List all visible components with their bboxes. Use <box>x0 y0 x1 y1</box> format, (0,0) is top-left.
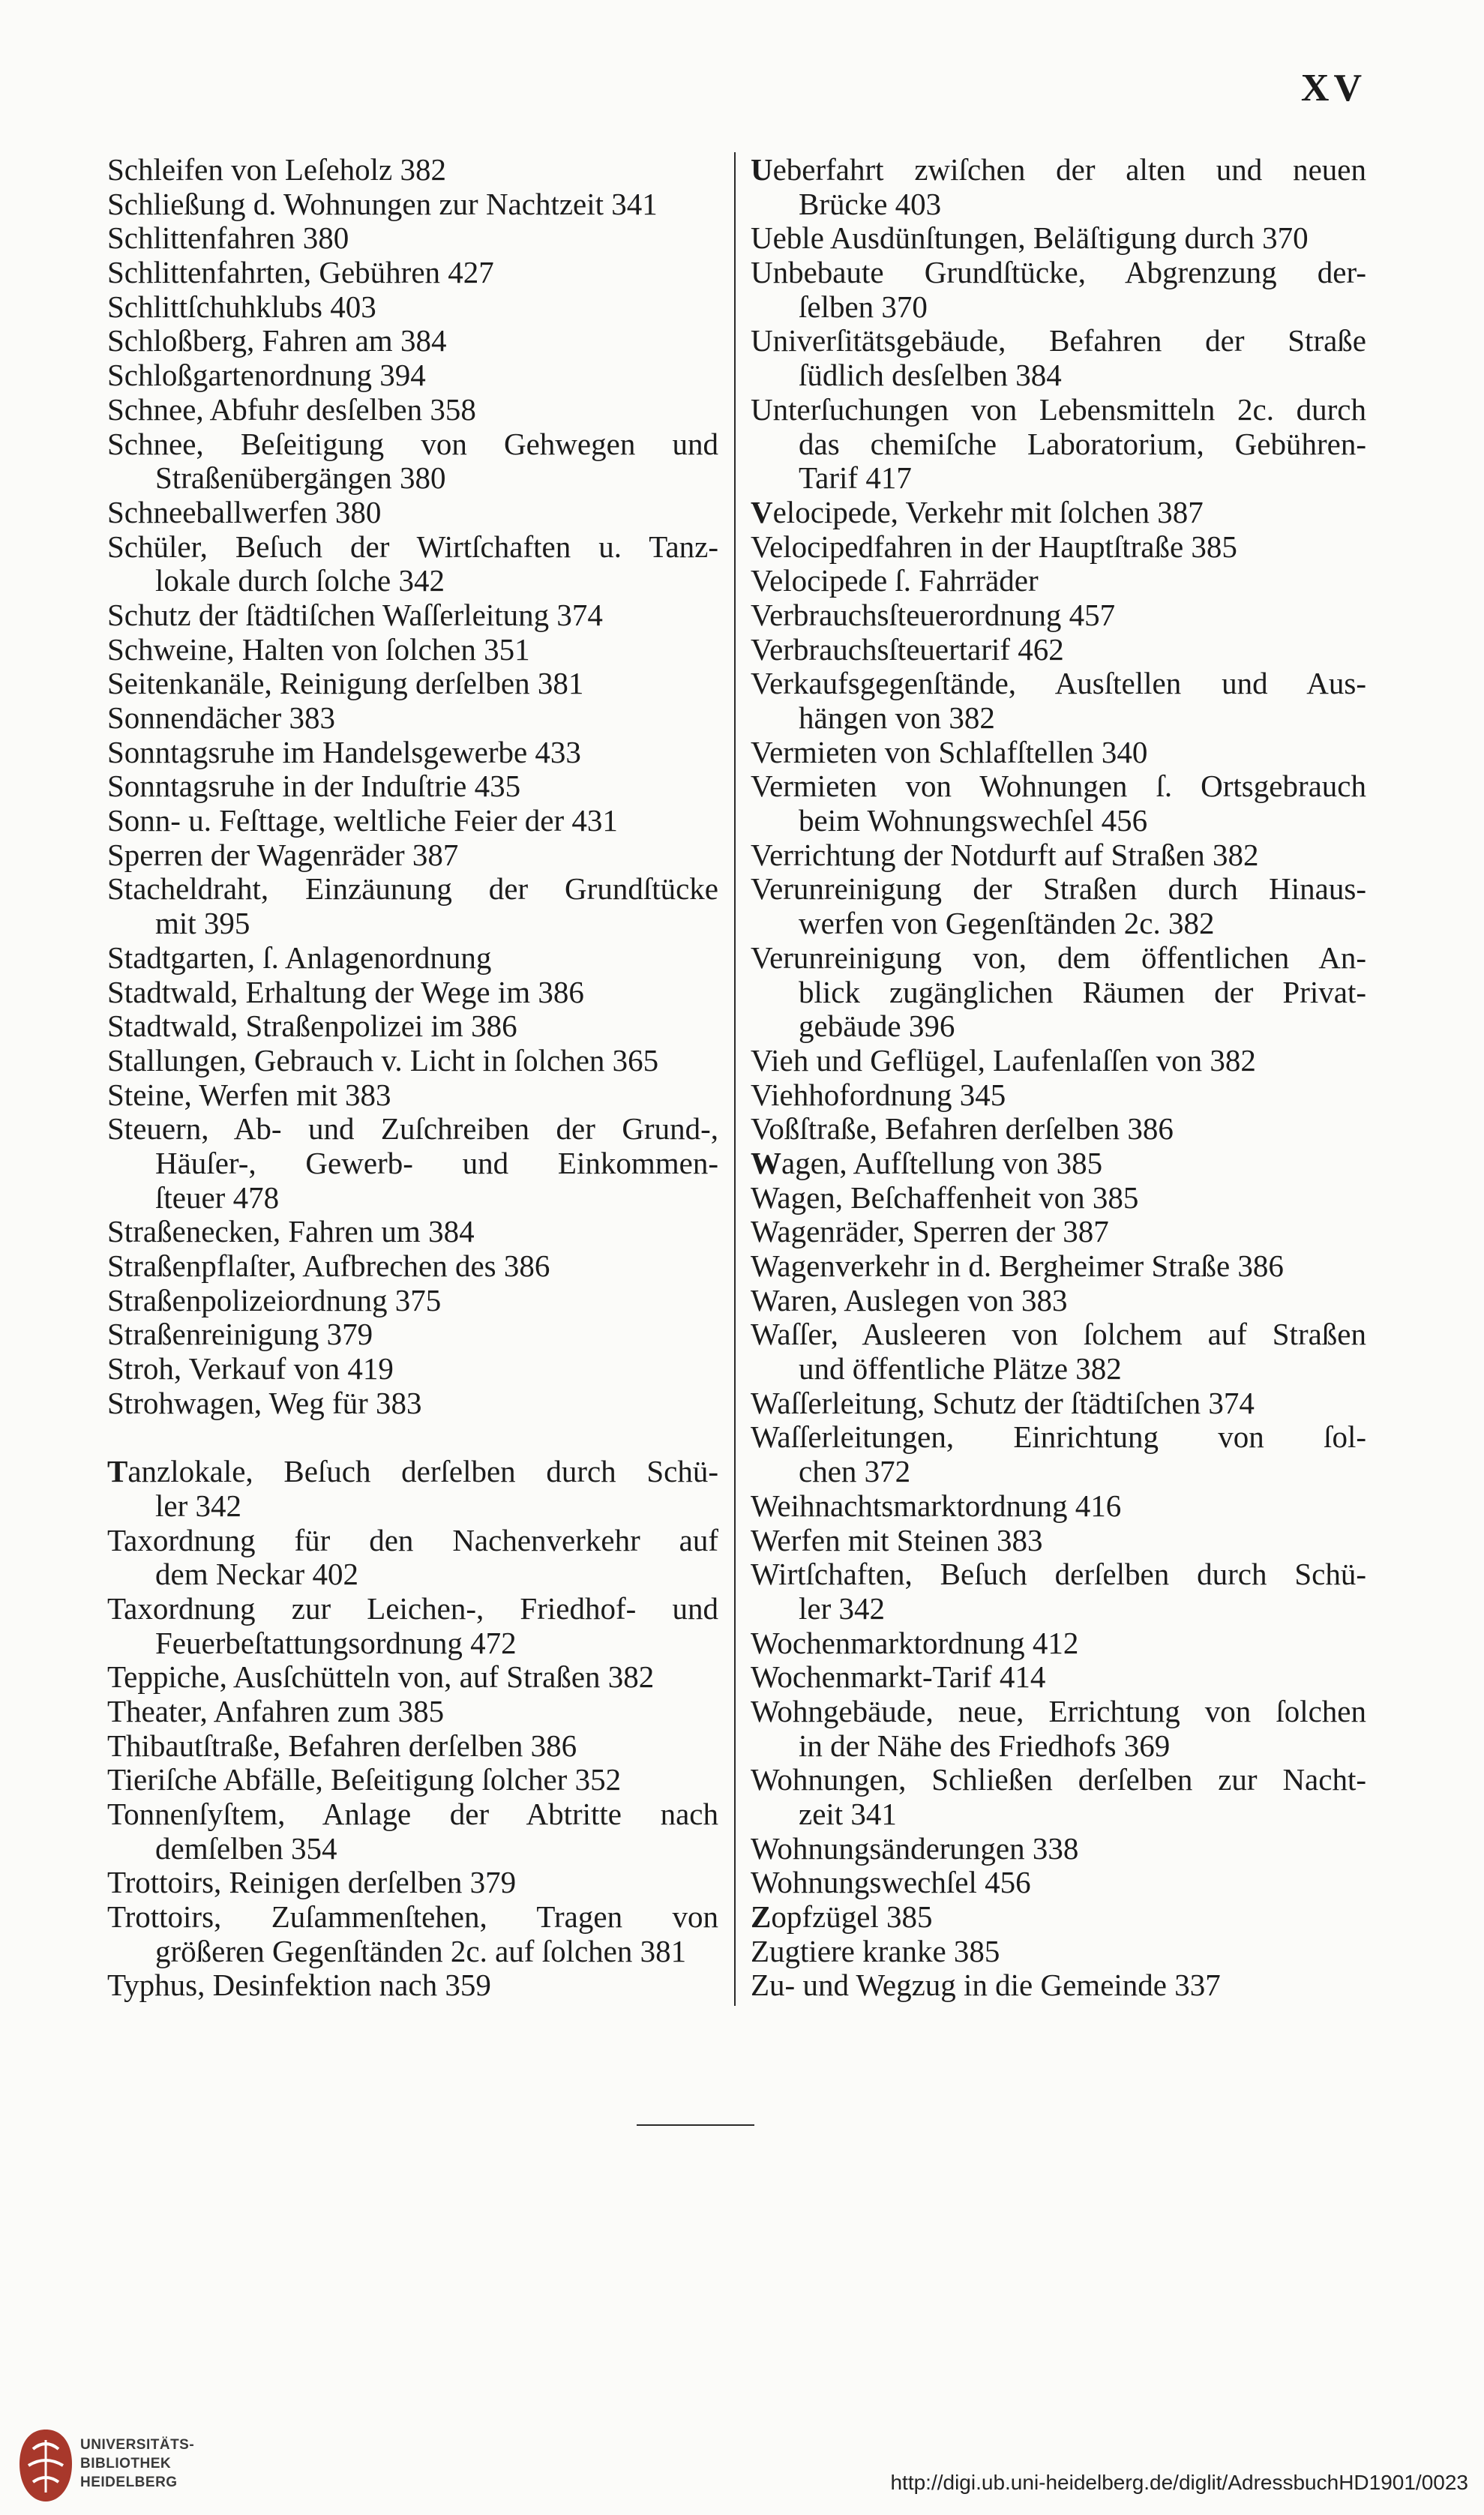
index-entry-line: ler 342 <box>155 1488 241 1523</box>
index-entry-line: ſüdlich desſelben 384 <box>799 358 1062 393</box>
index-entry-line: Schließung d. Wohnungen zur Nachtzeit 341 <box>107 187 658 221</box>
index-entry <box>107 1009 718 1044</box>
index-entry <box>751 1181 1366 1216</box>
index-entry <box>751 633 1366 667</box>
index-entry-line: Schlittenfahren 380 <box>107 221 349 256</box>
index-entry-line: Taxordnung zur Leichen-, Friedhof- und <box>107 1591 718 1626</box>
index-entry-line: Schweine, Halten von ſolchen 351 <box>107 632 530 667</box>
index-entry-line: Theater, Anfahren zum 385 <box>107 1694 445 1728</box>
index-entry <box>107 941 718 976</box>
index-entry <box>107 187 718 222</box>
index-entry <box>751 1832 1366 1866</box>
logo-line: HEIDELBERG <box>80 2475 178 2490</box>
index-entry-line: mit 395 <box>155 907 250 941</box>
index-entry-line: Brücke 403 <box>799 187 942 221</box>
index-entry-line: Sonntagsruhe im Handelsgewerbe 433 <box>107 735 581 769</box>
index-entry <box>107 324 718 358</box>
index-letter-group <box>107 153 718 1420</box>
index-entry-line: Sonntagsruhe in der Induſtrie 435 <box>107 769 521 804</box>
index-entry-line: dem Neckar 402 <box>155 1557 358 1592</box>
index-entry <box>107 633 718 667</box>
index-entry-line: Vermieten von Wohnungen ſ. Ortsgebrauch <box>751 769 1366 804</box>
index-entry <box>107 1729 718 1764</box>
index-entry <box>751 598 1366 633</box>
index-column-left <box>107 153 718 2003</box>
source-url: http://digi.ub.uni-heidelberg.de/diglit/AdressbuchHD1901/0023 <box>890 2471 1468 2494</box>
index-entry-line: Verbrauchsſteuerordnung 457 <box>751 598 1116 632</box>
index-entry-line: zeit 341 <box>799 1797 897 1831</box>
index-entry <box>751 941 1366 1044</box>
index-entry <box>107 1592 718 1660</box>
index-entry-line: gebäude 396 <box>799 1009 955 1044</box>
index-entry-line: Wirtſchaften, Beſuch derſelben durch Schü- <box>751 1557 1366 1592</box>
index-letter-group <box>107 1455 718 2003</box>
index-entry <box>107 1112 718 1215</box>
index-entry-line: Tarif 417 <box>799 461 912 496</box>
index-entry-line: Straßenecken, Fahren um 384 <box>107 1215 475 1249</box>
library-seal-icon <box>16 2427 75 2505</box>
index-entry <box>107 393 718 427</box>
index-entry <box>107 153 718 187</box>
index-entry <box>751 324 1366 392</box>
index-entry <box>751 1386 1366 1421</box>
index-entry <box>751 667 1366 735</box>
index-entry-line: Stadtgarten, ſ. Anlagenordnung <box>107 940 492 975</box>
index-entry <box>751 1866 1366 1900</box>
index-entry <box>107 976 718 1010</box>
index-entry-line: Weihnachtsmarktordnung 416 <box>751 1488 1122 1523</box>
index-entry <box>751 1968 1366 2003</box>
column-divider <box>734 152 736 2006</box>
index-entry-line: Taxordnung für den Nachenverkehr auf <box>107 1523 718 1557</box>
index-entry-line: beim Wohnungswechſel 456 <box>799 804 1148 838</box>
index-entry <box>751 256 1366 324</box>
library-logo-text <box>80 2436 194 2492</box>
index-entry-line: Stroh, Verkauf von 419 <box>107 1352 394 1386</box>
index-entry-line: hängen von 382 <box>799 701 995 735</box>
logo-line: BIBLIOTHEK <box>80 2456 172 2472</box>
index-entry <box>107 496 718 530</box>
index-entry-line: Schüler, Beſuch der Wirtſchaften u. Tanz- <box>107 529 718 564</box>
index-entry <box>107 1044 718 1078</box>
logo-line: UNIVERSITÄTS- <box>80 2437 195 2453</box>
index-entry <box>751 1935 1366 1969</box>
index-entry <box>107 290 718 325</box>
index-entry <box>107 667 718 701</box>
index-entry-line: Steine, Werfen mit 383 <box>107 1078 391 1112</box>
index-entry-line: Wohngebäude, neue, Errichtung von ſolchen <box>751 1694 1366 1728</box>
index-entry-line: Wochenmarkt-Tarif 414 <box>751 1660 1046 1695</box>
index-entry-line: größeren Gegenſtänden 2c. auf ſolchen 381 <box>155 1934 687 1968</box>
index-entry <box>751 153 1366 221</box>
index-entry-line: Ueberfahrt zwiſchen der alten und neuen <box>751 153 1366 187</box>
index-entry <box>751 1626 1366 1661</box>
index-entry-line: Schleifen von Leſeholz 382 <box>107 153 447 187</box>
index-entry-line: Ueble Ausdünſtungen, Beläſtigung durch 370 <box>751 221 1309 256</box>
index-entry-line: Sonnendächer 383 <box>107 701 335 735</box>
index-entry <box>751 1763 1366 1831</box>
index-entry <box>107 1455 718 1523</box>
index-entry <box>751 1147 1366 1181</box>
index-entry-line: Werfen mit Steinen 383 <box>751 1523 1043 1557</box>
index-entry <box>751 1524 1366 1558</box>
index-entry <box>107 1900 718 1968</box>
index-entry-line: Stadtwald, Erhaltung der Wege im 386 <box>107 975 584 1009</box>
index-entry <box>751 1489 1366 1524</box>
index-entry <box>107 1386 718 1421</box>
index-entry-line: das chemiſche Laboratorium, Gebühren- <box>799 427 1366 461</box>
index-entry-line: Wohnungswechſel 456 <box>751 1866 1031 1900</box>
index-entry <box>107 804 718 838</box>
index-entry-line: Unbebaute Grundſtücke, Abgrenzung der- <box>751 256 1366 290</box>
index-entry-line: und öffentliche Plätze 382 <box>799 1352 1122 1386</box>
index-entry-line: chen 372 <box>799 1455 911 1489</box>
index-entry <box>107 1215 718 1249</box>
index-entry-line: Wagenverkehr in d. Bergheimer Straße 386 <box>751 1249 1284 1283</box>
index-entry <box>751 1284 1366 1318</box>
index-entry-line: blick zugänglichen Räumen der Privat- <box>799 975 1366 1009</box>
index-entry-line: Straßenreinigung 379 <box>107 1317 373 1352</box>
index-entry-line: Verkaufsgegenſtände, Ausſtellen und Aus- <box>751 667 1366 701</box>
index-entry-line: in der Nähe des Friedhofs 369 <box>799 1728 1171 1763</box>
index-entry-line: Velocipede, Verkehr mit ſolchen 387 <box>751 495 1204 529</box>
index-entry <box>107 1284 718 1318</box>
index-entry <box>107 221 718 256</box>
index-entry <box>751 1044 1366 1078</box>
index-letter-group <box>751 153 1366 2003</box>
index-entry <box>107 1249 718 1284</box>
index-entry-line: Tieriſche Abfälle, Beſeitigung ſolcher 352 <box>107 1763 622 1797</box>
index-entry <box>751 496 1366 530</box>
index-entry <box>107 736 718 770</box>
index-entry <box>107 1524 718 1592</box>
index-column-right <box>751 153 1366 2003</box>
index-entry <box>107 358 718 393</box>
page-number: XV <box>1300 67 1366 109</box>
index-entry <box>751 736 1366 770</box>
index-entry-line: Waſſer, Ausleeren von ſolchem auf Straßen <box>751 1317 1366 1352</box>
index-entry-line: demſelben 354 <box>155 1831 337 1866</box>
index-entry <box>107 1968 718 2003</box>
index-entry <box>751 1420 1366 1488</box>
index-entry-line: Wagenräder, Sperren der 387 <box>751 1215 1109 1249</box>
index-entry <box>107 1866 718 1900</box>
index-entry-line: Zu- und Wegzug in die Gemeinde 337 <box>751 1968 1221 2003</box>
index-entry-line: Verunreinigung der Straßen durch Hinaus- <box>751 872 1366 907</box>
index-entry-line: Waſſerleitung, Schutz der ſtädtiſchen 374 <box>751 1386 1255 1420</box>
index-entry <box>107 1352 718 1386</box>
index-entry <box>751 1695 1366 1763</box>
index-entry-line: Straßenpolizeiordnung 375 <box>107 1283 442 1317</box>
index-entry-line: Stallungen, Gebrauch v. Licht in ſolchen 365 <box>107 1043 659 1078</box>
index-entry-line: Schlittſchuhklubs 403 <box>107 289 376 324</box>
index-entry-line: Schutz der ſtädtiſchen Waſſerleitung 374 <box>107 598 603 632</box>
index-entry-line: Häuſer-, Gewerb- und Einkommen- <box>155 1146 718 1180</box>
index-entry-line: Seitenkanäle, Reinigung derſelben 381 <box>107 667 584 701</box>
index-entry-line: ſteuer 478 <box>155 1180 280 1215</box>
index-entry-line: Wagen, Beſchaffenheit von 385 <box>751 1180 1139 1215</box>
index-entry-line: Wohnungsänderungen 338 <box>751 1831 1079 1866</box>
index-entry-line: ler 342 <box>799 1591 885 1626</box>
index-entry-line: Tanzlokale, Beſuch derſelben durch Schü- <box>107 1455 718 1489</box>
index-entry <box>107 701 718 736</box>
index-entry-line: Stadtwald, Straßenpolizei im 386 <box>107 1009 517 1044</box>
index-entry <box>751 393 1366 496</box>
index-entry <box>107 838 718 873</box>
index-entry <box>751 872 1366 940</box>
index-entry-line: Sonn- u. Feſttage, weltliche Feier der 431 <box>107 804 618 838</box>
index-entry-line: Univerſitätsgebäude, Befahren der Straße <box>751 324 1366 358</box>
index-entry-line: Straßenübergängen 380 <box>155 461 446 496</box>
index-entry <box>107 1763 718 1797</box>
index-entry <box>751 769 1366 838</box>
index-entry <box>107 1317 718 1352</box>
index-entry <box>107 1797 718 1866</box>
index-entry <box>751 1112 1366 1147</box>
index-entry-line: Schnee, Beſeitigung von Gehwegen und <box>107 427 718 461</box>
index-entry-line: Schloßgartenordnung 394 <box>107 358 426 393</box>
index-entry <box>751 1215 1366 1249</box>
index-entry-line: Velocipede ſ. Fahrräder <box>751 564 1039 598</box>
index-entry <box>107 256 718 290</box>
index-entry <box>107 872 718 940</box>
index-entry <box>107 598 718 633</box>
index-entry-line: Trottoirs, Zuſammenſtehen, Tragen von <box>107 1900 718 1935</box>
index-entry-line: Zugtiere kranke 385 <box>751 1934 1000 1968</box>
index-entry <box>107 1660 718 1695</box>
index-entry-line: Waſſerleitungen, Einrichtung von ſol- <box>751 1420 1366 1455</box>
index-entry-line: Feuerbeſtattungsordnung 472 <box>155 1626 517 1660</box>
index-entry <box>107 1695 718 1729</box>
index-entry <box>751 221 1366 256</box>
index-entry-line: Schnee, Abfuhr desſelben 358 <box>107 392 476 427</box>
index-entry-line: Sperren der Wagenräder 387 <box>107 838 459 872</box>
index-entry-line: Thibautſtraße, Befahren derſelben 386 <box>107 1728 577 1763</box>
index-entry <box>751 838 1366 873</box>
index-entry-line: Typhus, Desinfektion nach 359 <box>107 1968 491 2003</box>
index-entry-line: Vermieten von Schlafſtellen 340 <box>751 735 1148 769</box>
index-entry-line: Stacheldraht, Einzäunung der Grundſtücke <box>107 872 718 907</box>
index-entry-line: Wagen, Aufſtellung von 385 <box>751 1146 1103 1180</box>
index-entry-line: Verbrauchsſteuertarif 462 <box>751 632 1064 667</box>
index-entry-line: Schneeballwerfen 380 <box>107 495 382 529</box>
index-entry-line: Steuern, Ab- und Zuſchreiben der Grund-, <box>107 1112 718 1147</box>
index-entry-line: Strohwagen, Weg für 383 <box>107 1386 422 1420</box>
index-entry-line: Velocipedfahren in der Hauptſtraße 385 <box>751 529 1237 564</box>
index-entry-line: Wochenmarktordnung 412 <box>751 1626 1079 1660</box>
index-entry-line: Schlittenfahrten, Gebühren 427 <box>107 256 494 290</box>
index-entry-line: lokale durch ſolche 342 <box>155 564 445 598</box>
index-entry-line: Tonnenſyſtem, Anlage der Abtritte nach <box>107 1797 718 1831</box>
index-entry-line: Teppiche, Ausſchütteln von, auf Straßen 382 <box>107 1660 655 1695</box>
index-entry <box>751 1660 1366 1695</box>
index-entry-line: Wohnungen, Schließen derſelben zur Nacht- <box>751 1763 1366 1797</box>
index-entry <box>107 1078 718 1113</box>
index-entry-line: Straßenpflaſter, Aufbrechen des 386 <box>107 1249 550 1283</box>
index-entry <box>107 427 718 496</box>
index-entry <box>107 530 718 598</box>
index-entry-line: Voßſtraße, Befahren derſelben 386 <box>751 1112 1174 1147</box>
index-entry-line: Verunreinigung von, dem öffentlichen An- <box>751 940 1366 975</box>
index-entry <box>751 1900 1366 1935</box>
index-entry <box>751 1317 1366 1386</box>
index-entry-line: Zopfzügel 385 <box>751 1900 933 1935</box>
index-entry <box>751 1078 1366 1113</box>
index-entry <box>751 530 1366 565</box>
index-entry <box>751 564 1366 598</box>
index-entry-line: ſelben 370 <box>799 289 928 324</box>
index-entry-line: Viehhofordnung 345 <box>751 1078 1006 1112</box>
index-entry-line: Trottoirs, Reinigen derſelben 379 <box>107 1866 517 1900</box>
end-rule <box>637 2124 754 2126</box>
index-entry-line: Waren, Auslegen von 383 <box>751 1283 1068 1317</box>
index-entry-line: werfen von Gegenſtänden 2c. 382 <box>799 907 1215 941</box>
index-entry-line: Unterſuchungen von Lebensmitteln 2c. durch <box>751 392 1366 427</box>
index-entry <box>107 769 718 804</box>
index-entry-line: Schloßberg, Fahren am 384 <box>107 324 447 358</box>
index-entry-line: Vieh und Geflügel, Laufenlaſſen von 382 <box>751 1043 1256 1078</box>
index-entry <box>751 1557 1366 1626</box>
index-entry <box>751 1249 1366 1284</box>
index-entry-line: Verrichtung der Notdurft auf Straßen 382 <box>751 838 1259 872</box>
